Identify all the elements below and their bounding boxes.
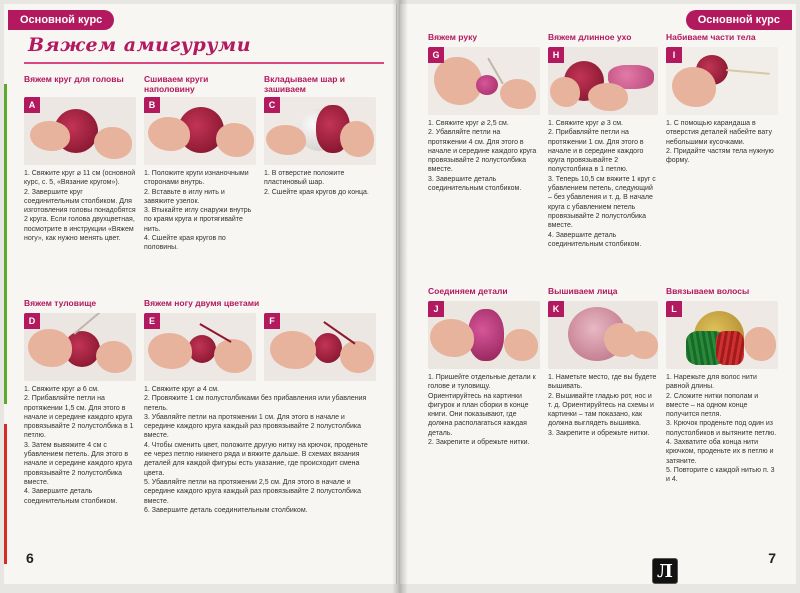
step-title: Вяжем руку [428, 32, 478, 42]
page-number: 7 [768, 550, 776, 566]
step-title: Набиваем части тела [666, 32, 756, 42]
step-instructions: 1. Свяжите круг ⌀ 11 см (основной курс, с. 5, «Вязание кругом»). 2. Завершите круг соединительным столбиком. Для изготовления головы понадобятся 2 круга. Если голова двухцветная, посмотрите в инструкции «Вяжем ногу», как нужно менять цвет. [24, 170, 136, 243]
labirint-logo: Л [652, 558, 678, 584]
step-instructions: 1. В отверстие положите пластиновый шар. 2. Сшейте края кругов до конца. [264, 170, 369, 196]
step-j [428, 286, 540, 447]
step-photo-a [24, 97, 136, 165]
step-instructions: 1. Свяжите круг ⌀ 4 см. 2. Провяжите 1 см полустолбиками без прибавления или убавления петель. 3. Убавляйте петли на протяжении 1 см. Для этого в начале и середине каждого круга каждый раз провязывайте 2 полустолбика вместе. 4. Чтобы сменить цвет, положите другую нитку на крючок, проденьте ее через петлю нижнего ряда и вяжите дальше. В схемах вязания деталей для каждой фигуры есть указание, где происходит смена цвета. 5. Убавляйте петли на протяжении 2,5 см. Для этого в начале и середине каждого круга каждый раз провязывайте 2 полустолбика вместе. 6. Завершите деталь соединительным столбиком. [144, 386, 368, 514]
step-h [548, 32, 658, 249]
left-red-accent [4, 424, 7, 564]
hand-image [148, 117, 190, 151]
step-a [24, 74, 136, 243]
yarn-circle [314, 333, 342, 363]
step-instructions: 1. Положите круги изнаночными сторонами внутрь. 2. Вставьте в иглу нить и завяжите узелок. 3. Втыкайте иглу снаружи внутрь по краям круга и протягивайте нить. 4. Сшейте края кругов по половины. [144, 170, 252, 252]
step-title: Вяжем туловище [24, 298, 97, 308]
step-c [264, 74, 376, 197]
step-photo-e [144, 313, 256, 381]
step-title: Ввязываем волосы [666, 286, 750, 296]
hand-image [500, 79, 536, 109]
step-title: Соединяем детали [428, 286, 508, 296]
step-i [666, 32, 778, 165]
hand-image [434, 57, 482, 105]
right-page [400, 4, 796, 584]
page-title: Вяжем амигуруми [28, 34, 252, 56]
step-photo-h [548, 47, 658, 115]
step-photo-j [428, 301, 540, 369]
red-hair-strands [716, 331, 744, 365]
page-number: 6 [26, 550, 34, 566]
step-photo-d [24, 313, 136, 381]
step-title: Вяжем круг для головы [24, 74, 124, 84]
hand-image [430, 319, 474, 357]
course-tab-left: Основной курс [8, 10, 114, 30]
book-gutter [392, 0, 408, 593]
step-f [264, 298, 376, 381]
step-letter: E [144, 313, 160, 329]
step-title: Сшиваем круги наполовину [144, 74, 209, 94]
hand-image [30, 121, 70, 151]
step-title [264, 298, 376, 310]
step-photo-g [428, 47, 540, 115]
hand-image [588, 83, 628, 111]
hand-image [216, 123, 254, 157]
step-letter: H [548, 47, 564, 63]
step-letter: D [24, 313, 40, 329]
hand-image [148, 333, 192, 369]
step-letter: L [666, 301, 682, 317]
hand-image [628, 331, 658, 359]
yarn-circle [476, 75, 498, 95]
step-k [548, 286, 658, 438]
step-photo-f [264, 313, 376, 381]
hand-image [270, 331, 316, 369]
step-letter: I [666, 47, 682, 63]
step-photo-c [264, 97, 376, 165]
step-instructions: 1. Свяжите круг ⌀ 2,5 см. 2. Убавляйте петли на протяжении 4 см. Для этого в начале и середине каждого круга провязывайте 2 полустолбика вместе. 3. Завершите деталь соединительным столбиком. [428, 120, 537, 193]
step-instructions: 1. Пришейте отдельные детали к голове и туловищу. Ориентируйтесь на картинки фигурок и план сборки в конце книги. Они показывают, где должна располагаться каждая деталь. 2. Закрепите и обрежьте нитки. [428, 374, 536, 447]
step-g [428, 32, 540, 193]
step-photo-l [666, 301, 778, 369]
step-letter: A [24, 97, 40, 113]
hand-image [504, 329, 538, 361]
step-l [666, 286, 778, 485]
left-page [4, 4, 397, 584]
title-divider [24, 62, 384, 64]
hand-image [550, 77, 580, 107]
step-instructions: 1. Наметьте место, где вы будете вышивать. 2. Вышивайте гладью рот, нос и т. д. Ориентируйтесь на схемы и картинки – там показано, как должна выглядеть вышивка. 3. Закрепите и обрежьте нитки. [548, 374, 657, 437]
step-letter: C [264, 97, 280, 113]
left-green-accent [4, 84, 7, 404]
pencil [726, 69, 770, 75]
hand-image [340, 341, 374, 373]
step-title: Вяжем длинное ухо [548, 32, 632, 42]
hand-image [266, 125, 306, 155]
step-photo-b [144, 97, 256, 165]
step-letter: F [264, 313, 280, 329]
step-letter: K [548, 301, 564, 317]
step-letter: B [144, 97, 160, 113]
step-instructions: 1. Свяжите круг ⌀ 6 см. 2. Прибавляйте петли на протяжении 1,5 см. Для этого в начале и середине каждого круга провязывайте 2 полустолбика в 1 петлю. 3. Затем вывяжите 4 см с убавлением петель. Для этого в начале и середине каждого круга провязывайте 2 полустолбика вместе. 4. Завершите деталь соединительным столбиком. [24, 386, 134, 505]
hand-image [96, 341, 132, 373]
hand-image [672, 67, 716, 107]
step-d [24, 298, 136, 506]
step-instructions: 1. Нарежьте для волос нити равной длины. 2. Сложите нитки пополам и вместе – на одном конце получится петля. 3. Крючок проденьте под один из полустолбиков и вытяните петлю. 4. Захватите оба конца нити крючком, проденьте их в петлю и затяните. 5. Повторите с каждой нитью п. 3 и 4. [666, 374, 777, 484]
hand-image [28, 329, 72, 367]
hand-image [340, 121, 374, 157]
step-e [144, 298, 368, 515]
hand-image [94, 127, 132, 159]
step-photo-i [666, 47, 778, 115]
crochet-hook [73, 313, 105, 335]
step-title: Вышиваем лица [548, 286, 618, 296]
step-instructions: 1. Свяжите круг ⌀ 3 см. 2. Прибавляйте петли на протяжении 1 см. Для этого в начале и в середине каждого круга провязывайте 2 полустолбика в 1 петлю. 3. Теперь 10,5 см вяжите 1 круг с убавлением петель, следующий – без убавления и т. д. В начале круга с убавлением петель провязывайте 2 полустолбика вместе. 4. Завершите деталь соединительным столбиком. [548, 120, 656, 248]
course-tab-right: Основной курс [686, 10, 792, 30]
step-letter: J [428, 301, 444, 317]
step-letter: G [428, 47, 444, 63]
hand-image [214, 339, 252, 373]
step-b [144, 74, 256, 253]
hand-image [744, 327, 776, 361]
step-title: Вяжем ногу двумя цветами [144, 298, 260, 308]
step-title: Вкладываем шар и зашиваем [264, 74, 345, 94]
yarn-circle [188, 335, 216, 363]
step-instructions: 1. С помощью карандаша в отверстия деталей набейте вату небольшими кусочками. 2. Придайте частям тела нужную форму. [666, 120, 774, 165]
step-photo-k [548, 301, 658, 369]
